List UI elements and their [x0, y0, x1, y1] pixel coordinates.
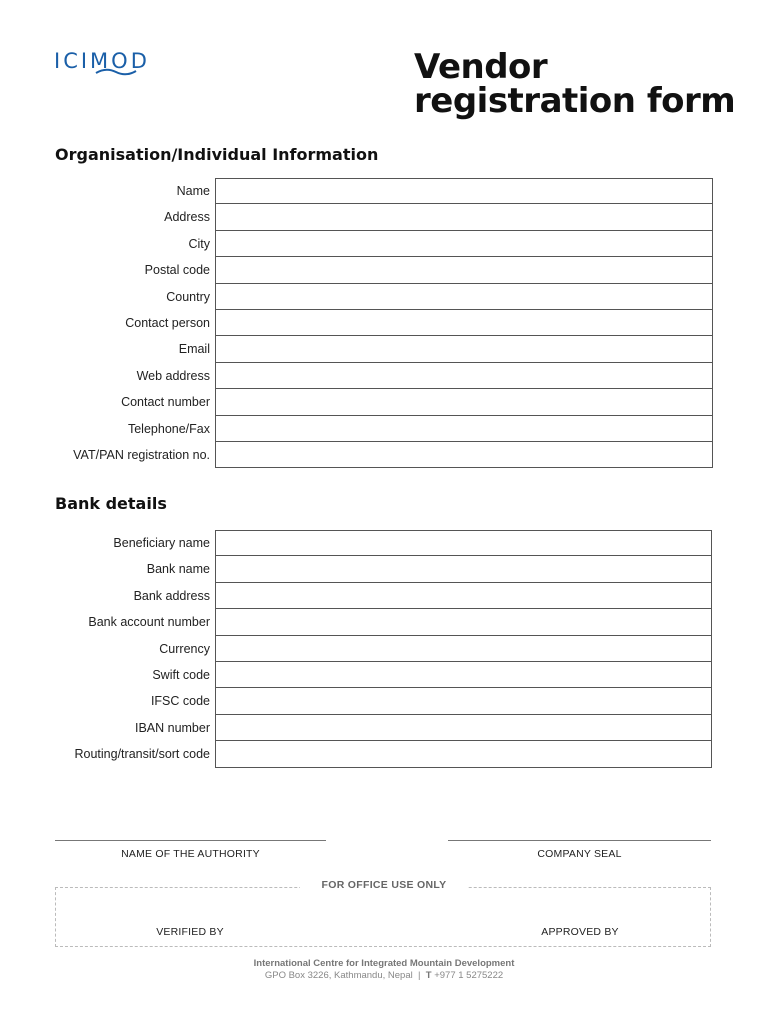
- field-label-web-address: Web address: [136, 368, 210, 383]
- icimod-logo: [54, 49, 170, 81]
- form-row-contact-number: [55, 389, 713, 415]
- field-label-bank-name: Bank name: [146, 562, 210, 577]
- field-input-web-address[interactable]: [215, 363, 713, 389]
- form-row-beneficiary-name: [55, 530, 712, 556]
- footer-address-text: GPO Box 3226, Kathmandu, Nepal: [264, 970, 413, 981]
- field-input-bank-account-number[interactable]: [215, 609, 712, 635]
- form-row-telephone-fax: [55, 416, 713, 442]
- authority-label: NAME OF THE AUTHORITY: [121, 848, 260, 860]
- field-label-vat-pan-registration-no: VAT/PAN registration no.: [73, 447, 210, 462]
- office-use-box: [55, 887, 711, 947]
- bank-section-heading: Bank details: [55, 494, 167, 513]
- form-row-contact-person: [55, 310, 713, 336]
- form-row-bank-account-number: [55, 609, 712, 635]
- field-input-postal-code[interactable]: [215, 257, 713, 283]
- form-row-country: [55, 284, 713, 310]
- authority-signature-line[interactable]: [55, 840, 326, 841]
- field-label-swift-code: Swift code: [152, 667, 210, 682]
- field-label-bank-account-number: Bank account number: [88, 615, 210, 630]
- field-input-country[interactable]: [215, 284, 713, 310]
- footer-address: [0, 970, 768, 981]
- field-label-routing-transit-sort-code: Routing/transit/sort code: [74, 747, 210, 762]
- footer-separator: |: [418, 970, 421, 981]
- page-title: [414, 47, 754, 121]
- form-row-city: [55, 231, 713, 257]
- field-input-telephone-fax[interactable]: [215, 416, 713, 442]
- field-label-contact-person: Contact person: [125, 315, 210, 330]
- title-line-1: Vendor: [414, 47, 548, 87]
- form-row-ifsc-code: [55, 688, 712, 714]
- field-label-contact-number: Contact number: [121, 395, 210, 410]
- field-input-vat-pan-registration-no[interactable]: [215, 442, 713, 468]
- form-row-address: [55, 204, 713, 230]
- footer-phone-prefix: T: [425, 970, 432, 981]
- field-input-routing-transit-sort-code[interactable]: [215, 741, 712, 767]
- field-input-ifsc-code[interactable]: [215, 688, 712, 714]
- field-label-email: Email: [178, 342, 210, 357]
- field-label-beneficiary-name: Beneficiary name: [113, 536, 210, 550]
- field-input-contact-person[interactable]: [215, 310, 713, 336]
- form-row-vat-pan-registration-no: [55, 442, 713, 468]
- field-label-city: City: [188, 236, 210, 251]
- form-row-bank-name: [55, 556, 712, 582]
- company-seal-label: COMPANY SEAL: [537, 848, 622, 860]
- form-row-bank-address: [55, 583, 712, 609]
- footer-org-name-text: International Centre for Integrated Mountain Development: [253, 958, 515, 969]
- form-row-name: [55, 178, 713, 204]
- verified-by-label: VERIFIED BY: [156, 926, 224, 938]
- form-row-swift-code: [55, 662, 712, 688]
- title-line-2: registration form: [414, 81, 736, 121]
- field-label-postal-code: Postal code: [144, 263, 210, 278]
- field-input-currency[interactable]: [215, 636, 712, 662]
- field-input-contact-number[interactable]: [215, 389, 713, 415]
- org-section-heading: Organisation/Individual Information: [55, 145, 379, 164]
- field-input-bank-name[interactable]: [215, 556, 712, 582]
- org-info-table: [55, 178, 713, 468]
- company-seal-line[interactable]: [448, 840, 711, 841]
- field-input-city[interactable]: [215, 231, 713, 257]
- logo-text: ICIMOD: [54, 49, 150, 73]
- form-row-email: [55, 336, 713, 362]
- form-row-iban-number: [55, 715, 712, 741]
- field-input-swift-code[interactable]: [215, 662, 712, 688]
- field-input-beneficiary-name[interactable]: [215, 530, 712, 556]
- footer-org-name: [0, 958, 768, 969]
- field-label-address: Address: [164, 210, 210, 225]
- field-input-address[interactable]: [215, 204, 713, 230]
- form-row-web-address: [55, 363, 713, 389]
- field-input-email[interactable]: [215, 336, 713, 362]
- field-input-name[interactable]: [215, 178, 713, 204]
- wave-icon: [94, 67, 138, 77]
- form-row-postal-code: [55, 257, 713, 283]
- field-label-ifsc-code: IFSC code: [150, 694, 210, 709]
- form-row-routing-transit-sort-code: [55, 741, 712, 767]
- field-label-iban-number: IBAN number: [134, 720, 210, 735]
- form-row-currency: [55, 636, 712, 662]
- field-label-telephone-fax: Telephone/Fax: [127, 421, 210, 436]
- footer-phone: +977 1 5275222: [434, 970, 504, 981]
- field-input-iban-number[interactable]: [215, 715, 712, 741]
- office-use-title: FOR OFFICE USE ONLY: [300, 879, 468, 891]
- bank-details-table: [55, 530, 712, 768]
- field-input-bank-address[interactable]: [215, 583, 712, 609]
- field-label-name: Name: [176, 184, 210, 198]
- field-label-country: Country: [166, 289, 210, 304]
- field-label-bank-address: Bank address: [133, 588, 210, 603]
- field-label-currency: Currency: [159, 641, 210, 656]
- approved-by-label: APPROVED BY: [541, 926, 619, 938]
